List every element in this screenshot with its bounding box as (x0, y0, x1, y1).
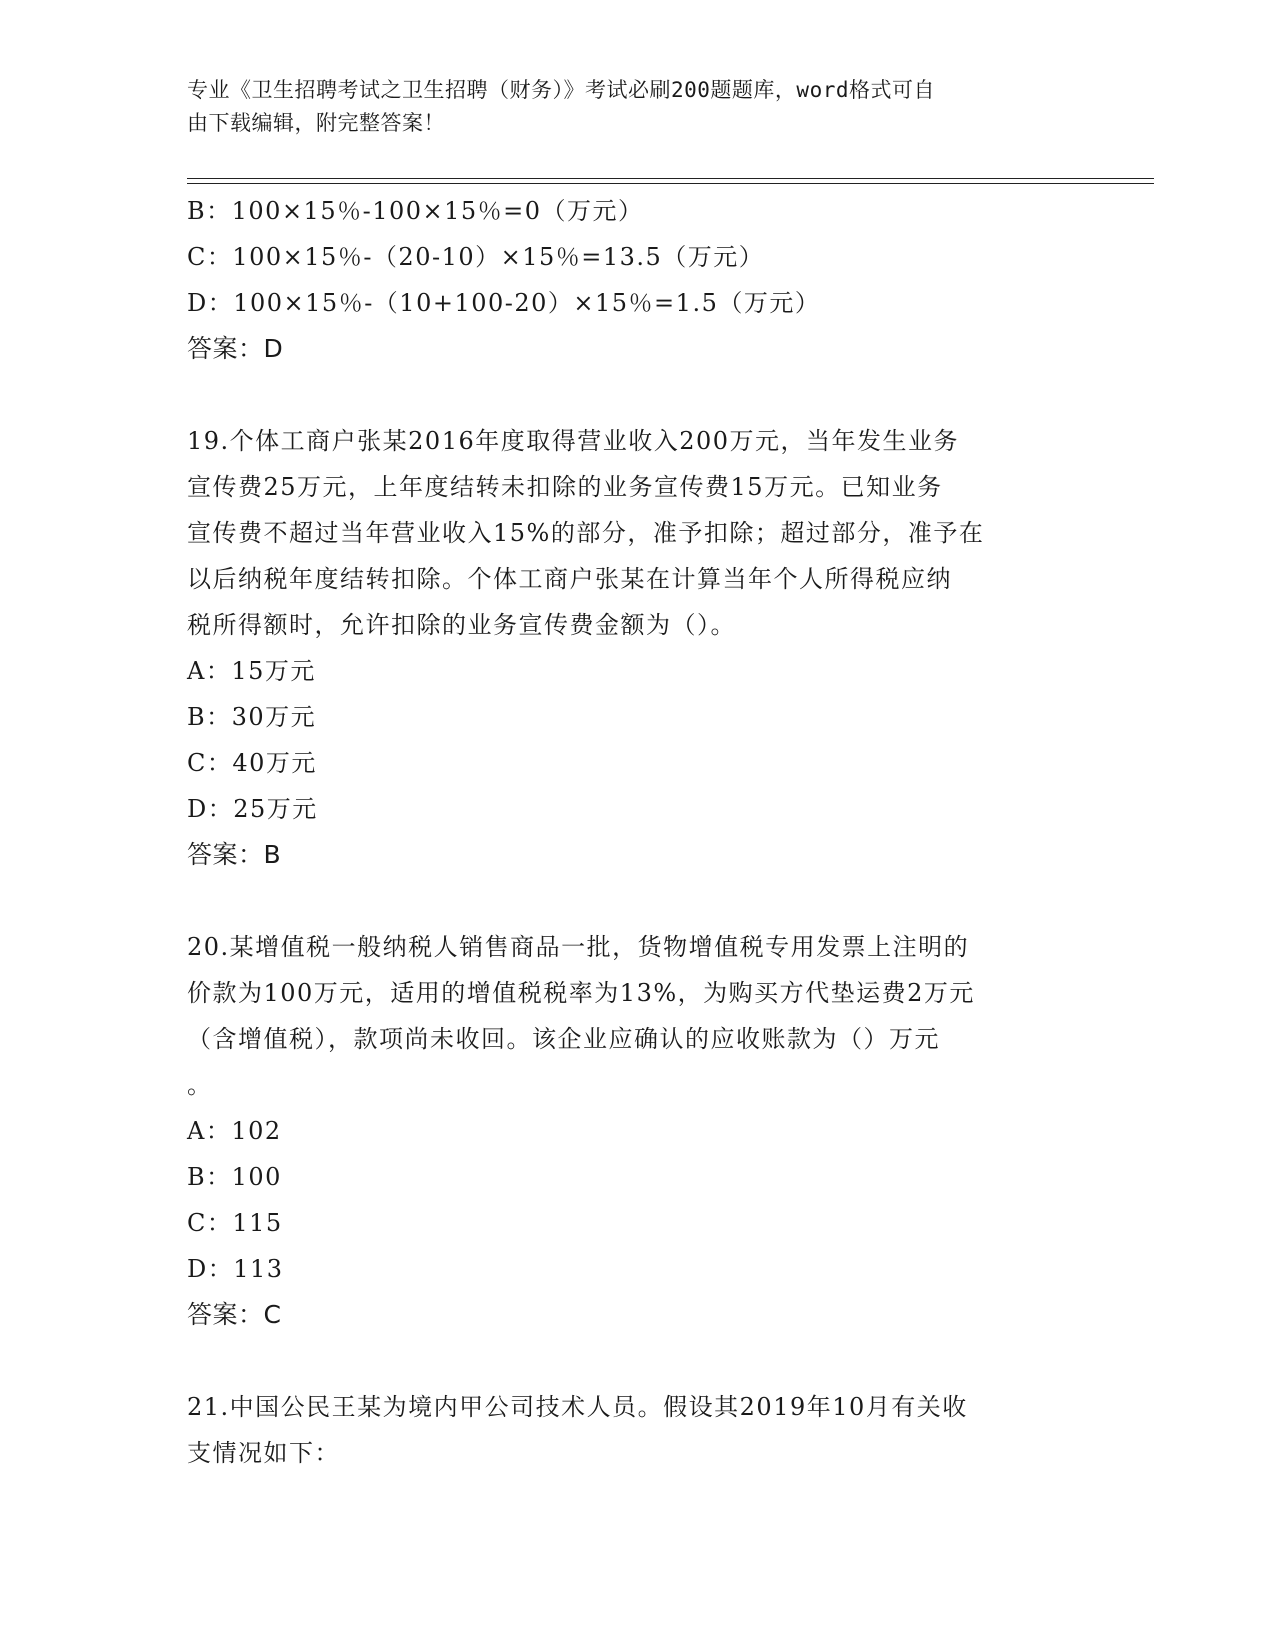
question-19 (187, 418, 1087, 878)
answer-label: 答案：B (187, 840, 282, 869)
header-divider (187, 178, 1154, 179)
header-divider (187, 183, 1154, 184)
question-stem-line: 19.个体工商户张某2016年度取得营业收入200万元，当年发生业务 (187, 427, 960, 455)
question-stem-line: 20.某增值税一般纳税人销售商品一批，货物增值税专用发票上注明的 (187, 933, 970, 961)
option-b: B：100×15％-100×15％=0（万元） (187, 197, 644, 225)
question-stem-line: 。 (187, 1071, 213, 1099)
question-stem-line: 以后纳税年度结转扣除。个体工商户张某在计算当年个人所得税应纳 (187, 565, 952, 593)
header-line: 由下载编辑，附完整答案！ (187, 111, 445, 135)
question-21 (187, 1384, 1087, 1476)
question-stem-line: （含增值税），款项尚未收回。该企业应确认的应收账款为（）万元 (187, 1025, 940, 1053)
question-20 (187, 924, 1087, 1338)
option-b: B：30万元 (187, 703, 317, 731)
question-stem-line: 21.中国公民王某为境内甲公司技术人员。假设其2019年10月有关收 (187, 1393, 968, 1421)
option-a: A：102 (187, 1117, 282, 1145)
option-d: D：113 (187, 1255, 284, 1283)
option-c: C：40万元 (187, 749, 317, 777)
prev-question-block (187, 188, 1087, 372)
question-stem-line: 宣传费25万元，上年度结转未扣除的业务宣传费15万元。已知业务 (187, 473, 943, 501)
question-stem-line: 税所得额时，允许扣除的业务宣传费金额为（）。 (187, 611, 736, 639)
document-body (187, 188, 1087, 1476)
answer-label: 答案：D (187, 334, 284, 363)
question-stem-line: 支情况如下： (187, 1439, 340, 1467)
option-d: D：25万元 (187, 795, 318, 823)
option-d: D：100×15％-（10+100-20）×15％=1.5（万元） (187, 289, 821, 317)
option-c: C：115 (187, 1209, 283, 1237)
header-line: 专业《卫生招聘考试之卫生招聘（财务）》考试必刷200题题库，word格式可自 (187, 78, 935, 102)
option-a: A：15万元 (187, 657, 316, 685)
option-b: B：100 (187, 1163, 282, 1191)
document-header (187, 74, 1067, 140)
question-stem-line: 价款为100万元，适用的增值税税率为13%，为购买方代垫运费2万元 (187, 979, 975, 1007)
option-c: C：100×15％-（20-10）×15％=13.5（万元） (187, 243, 765, 271)
question-stem-line: 宣传费不超过当年营业收入15%的部分，准予扣除；超过部分，准予在 (187, 519, 985, 547)
answer-label: 答案：C (187, 1300, 282, 1329)
